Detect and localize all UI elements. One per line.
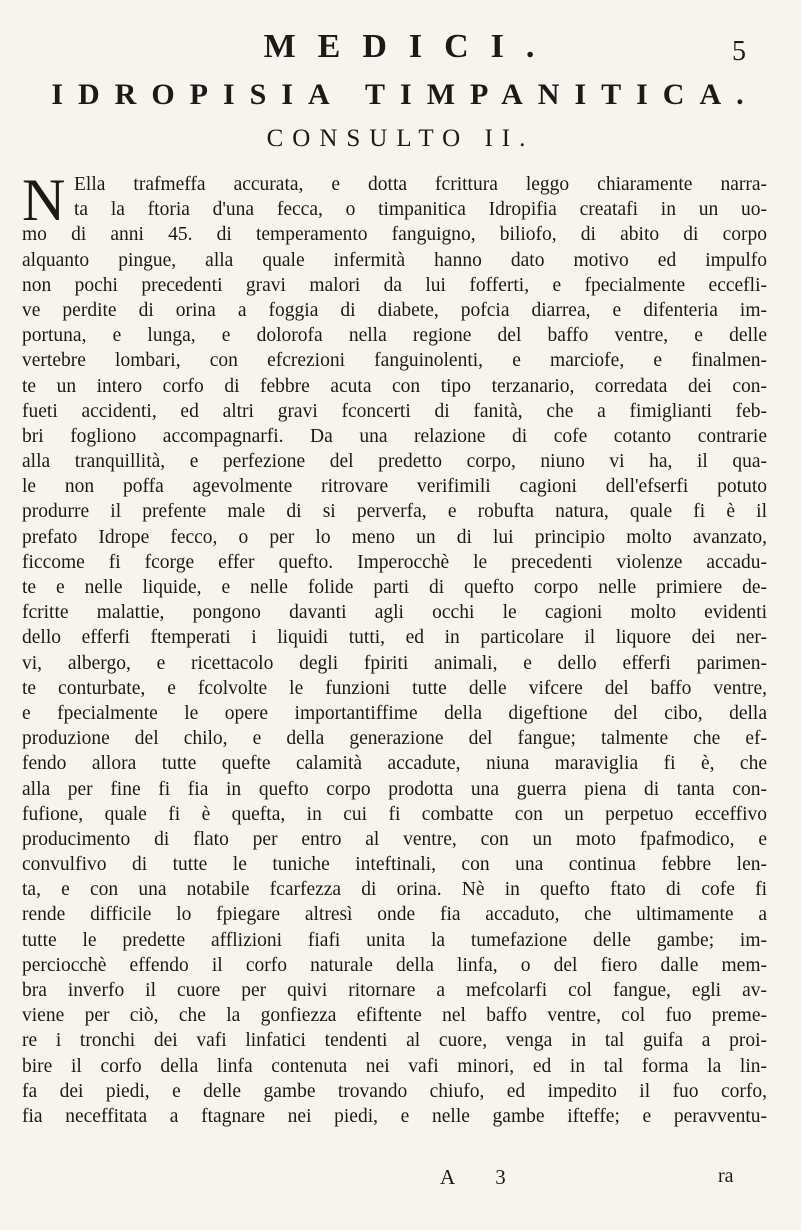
- text-line: ficcome fi fcorge effer quefto. Imperocchè le precedenti violenze accadu-: [22, 551, 767, 573]
- text-line: vi, albergo, e ricettacolo degli fpiriti animali, e dello efferfi parimen-: [22, 652, 767, 674]
- text-line: ta la ftoria d'una fecca, o timpanitica Idropifia creatafi in un uo-: [74, 199, 767, 221]
- catchword: ra: [718, 1165, 734, 1187]
- text-line: convulfivo di tutte le tuniche inteftinali, con una continua febbre len-: [22, 854, 767, 876]
- text-line: produzione del chilo, e della generazione del fangue; talmente che ef-: [22, 728, 767, 750]
- text-line: fendo allora tutte quefte calamità accadute, niuna maraviglia fi è, che: [22, 753, 767, 775]
- text-line: tutte le predette afflizioni fiafi unita la tumefazione delle gambe; im-: [22, 929, 767, 951]
- text-line: fueti accidenti, ed altri gravi fconcerti di fanità, che a fimiglianti feb-: [22, 400, 767, 422]
- text-line: perciocchè effendo il corfo naturale della linfa, o del fiero dalle mem-: [22, 954, 767, 976]
- text-line: te un intero corfo di febbre acuta con tipo terzanario, corredata dei con-: [22, 375, 767, 397]
- text-line: le non poffa agevolmente ritrovare verifimili cagioni dell'efserfi potuto: [22, 476, 767, 498]
- text-line: re i tronchi dei vafi linfatici tendenti al cuore, venga in tal guifa a proi-: [22, 1030, 767, 1052]
- text-line: prefato Idrope fecco, o per lo meno un di lui principio molto avanzato,: [22, 526, 767, 548]
- text-line: rende difficile lo fpiegare altresì onde fia accaduto, che ultimamente a: [22, 904, 767, 926]
- text-line: bire il corfo della linfa contenuta nei vafi minori, ed in tal forma la lin-: [22, 1055, 767, 1077]
- page-number: 5: [732, 36, 746, 67]
- text-line: vertebre lombari, con efcrezioni fanguinolenti, e marciofe, e finalmen-: [22, 350, 767, 372]
- text-line: bra inverfo il cuore per quivi ritornare a mefcolarfi col fangue, egli av-: [22, 980, 767, 1001]
- text-line: non pochi precedenti gravi malori da lui fofferti, e fpecialmente eccefli-: [22, 274, 767, 296]
- text-line: Ella trafmeffa accurata, e dotta fcrittura leggo chiaramente narra-: [74, 174, 767, 195]
- body-text: [22, 167, 767, 1129]
- text-line: mo di anni 45. di temperamento fanguigno, biliofo, di abito di corpo: [22, 224, 767, 246]
- text-line: alquanto pingue, alla quale infermità hanno dato motivo ed impulfo: [22, 249, 767, 271]
- signature-mark: A 3: [440, 1165, 524, 1189]
- text-line: portuna, e lunga, e dolorofa nella regione del baffo ventre, e delle: [22, 325, 767, 347]
- text-line: te e nelle liquide, e nelle folide parti di quefto corpo nelle primiere de-: [22, 577, 767, 598]
- text-line: ta, e con una notabile fcarfezza di orina. Nè in quefto ftato di cofe fi: [22, 879, 767, 901]
- text-line: ve perdite di orina a foggia di diabete, pofcia diarrea, e difenteria im-: [22, 299, 767, 321]
- text-line: viene per ciò, che la gonfiezza efiftente nel baffo ventre, col fuo preme-: [22, 1005, 767, 1027]
- text-line: fa dei piedi, e delle gambe trovando chiufo, ed impedito il fuo corfo,: [22, 1080, 767, 1102]
- text-line: te conturbate, e fcolvolte le funzioni tutte delle vifcere del baffo ventre,: [22, 677, 767, 699]
- text-line: producimento di flato per entro al ventre, con un moto fpafmodico, e: [22, 828, 767, 850]
- drop-cap: N: [22, 167, 66, 233]
- running-title: MEDICI.: [263, 28, 557, 65]
- section-title: IDROPISIA TIMPANITICA.: [51, 78, 759, 111]
- text-line: alla per fine fi fia in quefto corpo prodotta una guerra piena di tanta con-: [22, 778, 767, 800]
- text-line: e fpecialmente le opere importantiffime della digeftione del cibo, della: [22, 702, 767, 724]
- text-line: bri fogliono accompagnarfi. Da una relazione di cofe cotanto contrarie: [22, 425, 767, 447]
- section-subtitle: CONSULTO II.: [266, 125, 535, 152]
- text-line: fia neceffitata a ftagnare nei piedi, e nelle gambe ifteffe; e peravventu-: [22, 1105, 767, 1127]
- text-line: fcritte malattie, pongono davanti agli occhi le cagioni molto evidenti: [22, 602, 767, 624]
- text-line: produrre il prefente male di si perverfa, e robufta natura, quale fi è il: [22, 501, 767, 523]
- text-line: fufione, quale fi è quefta, in cui fi combatte con un perpetuo ecceffivo: [22, 803, 767, 825]
- running-head: [0, 22, 801, 72]
- page-footer: [0, 1165, 801, 1195]
- text-line: alla tranquillità, e perfezione del predetto corpo, niuno vi ha, il qua-: [22, 451, 767, 473]
- text-line: dello efferfi ftemperati i liquidi tutti, ed in particolare il liquore dei ner-: [22, 627, 767, 649]
